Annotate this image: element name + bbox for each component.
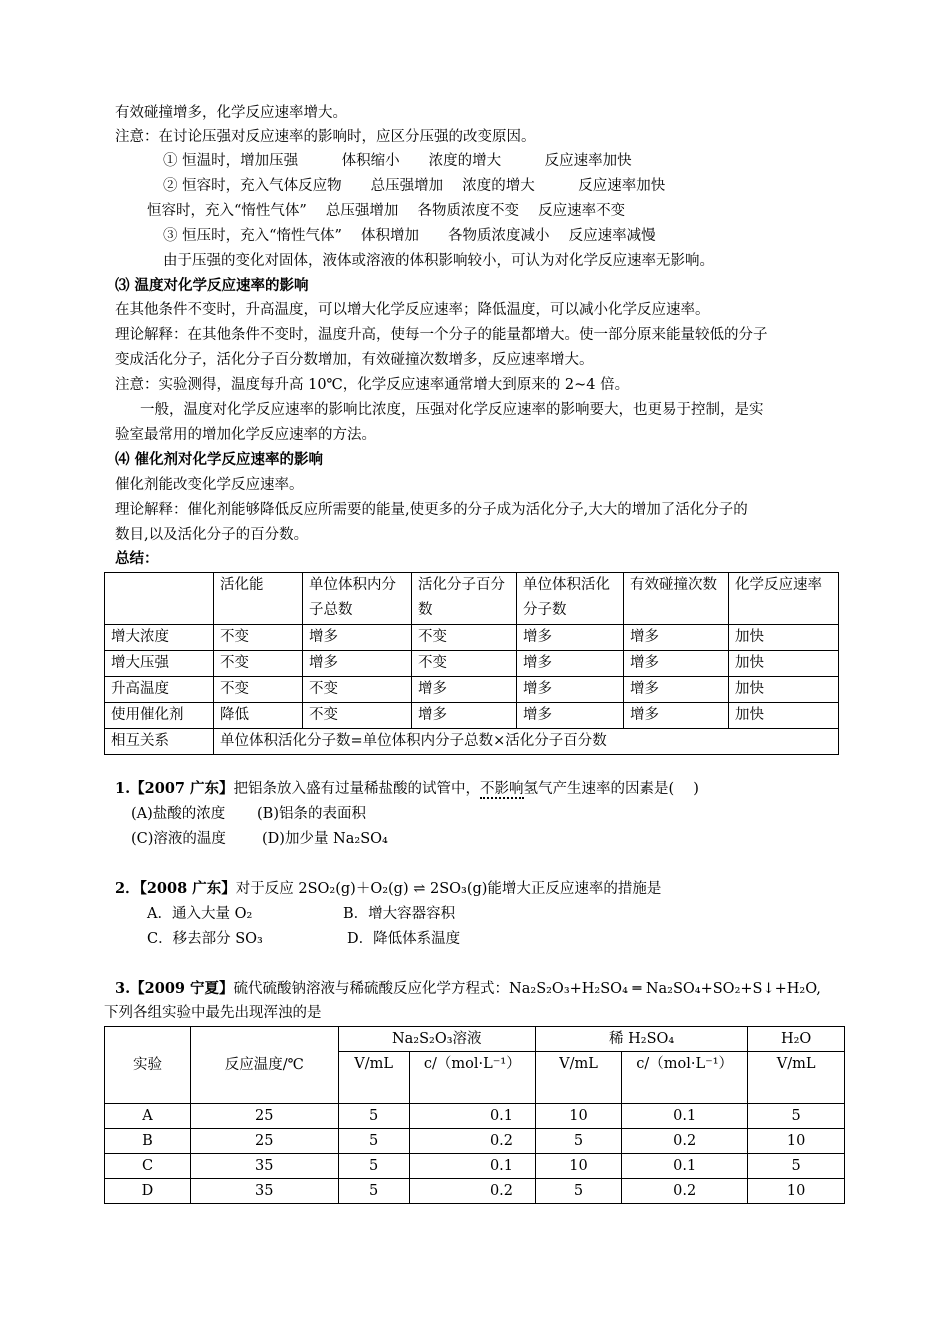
- table-cell: 0.1: [621, 1154, 747, 1179]
- question-text: 下列各组实验中最先出现浑浊的是: [104, 1005, 322, 1021]
- question-tag: 3.【2009 宁夏】: [115, 980, 234, 997]
- text-line: 验室最常用的增加化学反应速率的方法。: [115, 427, 376, 443]
- table-cell: 加快: [729, 703, 839, 729]
- table-cell: 不变: [412, 651, 517, 677]
- table-cell: 不变: [303, 677, 412, 703]
- table-header-cell: 实验: [105, 1027, 191, 1104]
- table-cell: 使用催化剂: [105, 703, 214, 729]
- table-cell: B: [105, 1129, 191, 1154]
- table-cell: 5: [338, 1179, 409, 1204]
- table-cell: 增多: [624, 651, 729, 677]
- text-line: 理论解释：在其他条件不变时，温度升高，使每一个分子的能量都增大。使一部分原来能量较低的分子: [115, 327, 768, 343]
- table-cell: 35: [190, 1154, 338, 1179]
- table-header-cell: 单位体积活化分子数: [517, 573, 624, 625]
- text-line: ③ 恒压时，充入“惰性气体” 体积增加 各物质浓度减小 反应速率减慢: [163, 228, 656, 244]
- text-line: 由于压强的变化对固体，液体或溶液的体积影响较小，可认为对化学反应速率无影响。: [163, 253, 714, 269]
- table-cell: 5: [338, 1104, 409, 1129]
- question-text: 氢气产生速率的因素是( ): [523, 781, 699, 797]
- table-header-cell: V/mL: [748, 1052, 845, 1104]
- table-cell: 35: [190, 1179, 338, 1204]
- table-cell: 增多: [624, 625, 729, 651]
- text-line: 理论解释：催化剂能够降低反应所需要的能量,使更多的分子成为活化分子,大大的增加了活化分子的: [115, 502, 748, 518]
- table-cell: 不变: [412, 625, 517, 651]
- text-line: 有效碰撞增多，化学反应速率增大。: [115, 105, 347, 121]
- table-row: [105, 1179, 845, 1204]
- table-cell: 5: [536, 1129, 622, 1154]
- text-line: 注意：实验测得，温度每升高 10℃，化学反应速率通常增大到原来的 2~4 倍。: [115, 377, 630, 393]
- table-cell: 10: [536, 1154, 622, 1179]
- table-row: [105, 703, 839, 729]
- text-line: 在其他条件不变时，升高温度，可以增大化学反应速率；降低温度，可以减小化学反应速率。: [115, 302, 710, 318]
- table-cell: 5: [338, 1129, 409, 1154]
- table-cell: 增大浓度: [105, 625, 214, 651]
- text-line: 注意：在讨论压强对反应速率的影响时，应区分压强的改变原因。: [115, 129, 536, 145]
- relation-label: 相互关系: [105, 729, 214, 755]
- table-cell: 10: [536, 1104, 622, 1129]
- table-header-cell: 活化分子百分数: [412, 573, 517, 625]
- table-cell: A: [105, 1104, 191, 1129]
- table-cell: 增多: [412, 677, 517, 703]
- table-header-cell: c/（mol·L⁻¹）: [409, 1052, 535, 1104]
- table-cell: D: [105, 1179, 191, 1204]
- table-cell: 10: [748, 1129, 845, 1154]
- table-row: [105, 1104, 845, 1129]
- option-a: (A)盐酸的浓度: [131, 806, 226, 822]
- question-tag: 1.【2007 广东】: [115, 780, 234, 797]
- table-cell: 增多: [624, 677, 729, 703]
- table-cell: 0.2: [621, 1129, 747, 1154]
- table-cell: 增多: [517, 677, 624, 703]
- experiment-table: [104, 1026, 845, 1204]
- table-row: [105, 1129, 845, 1154]
- table-row: [105, 1154, 845, 1179]
- question-1-stem: [115, 779, 699, 799]
- table-cell: 加快: [729, 651, 839, 677]
- option-b: B．增大容器容积: [343, 906, 456, 922]
- text-line: 恒容时，充入“惰性气体” 总压强增加 各物质浓度不变 反应速率不变: [147, 203, 626, 219]
- option-d: (D)加少量 Na₂SO₄: [262, 831, 388, 847]
- table-cell: 0.2: [621, 1179, 747, 1204]
- option-d: D．降低体系温度: [347, 931, 461, 947]
- table-header-cell: V/mL: [536, 1052, 622, 1104]
- question-text: 把铝条放入盛有过量稀盐酸的试管中，: [233, 781, 481, 797]
- option-a: A．通入大量 O₂: [147, 906, 253, 922]
- text-line: 一般，温度对化学反应速率的影响比浓度，压强对化学反应速率的影响要大，也更易于控制，是实: [140, 402, 764, 418]
- table-header-cell: Na₂S₂O₃溶液: [338, 1027, 535, 1052]
- table-header-cell: 单位体积内分子总数: [303, 573, 412, 625]
- table-cell: 升高温度: [105, 677, 214, 703]
- table-row: [105, 625, 839, 651]
- table-cell: 不变: [303, 703, 412, 729]
- table-cell: 0.1: [621, 1104, 747, 1129]
- text-line: 变成活化分子，活化分子百分数增加，有效碰撞次数增多，反应速率增大。: [115, 352, 594, 368]
- table-cell: 5: [748, 1104, 845, 1129]
- option-c: C．移去部分 SO₃: [147, 931, 263, 947]
- section-heading: ⑷ 催化剂对化学反应速率的影响: [115, 451, 324, 468]
- table-cell: 5: [338, 1154, 409, 1179]
- table-cell: 5: [536, 1179, 622, 1204]
- table-cell: 增多: [303, 625, 412, 651]
- question-text: 对于反应 2SO₂(g)＋O₂(g) ⇌ 2SO₃(g)能增大正反应速率的措施是: [235, 881, 662, 897]
- table-cell: 5: [748, 1154, 845, 1179]
- table-cell: 不变: [214, 625, 303, 651]
- summary-table: [104, 572, 839, 755]
- table-cell: 加快: [729, 677, 839, 703]
- option-b: (B)铝条的表面积: [257, 806, 366, 822]
- question-tag: 2．【2008 广东】: [115, 880, 236, 897]
- table-header-cell: H₂O: [748, 1027, 845, 1052]
- option-c: (C)溶液的温度: [131, 831, 226, 847]
- table-header-cell: 反应温度/℃: [190, 1027, 338, 1104]
- table-header-cell: 化学反应速率: [729, 573, 839, 625]
- table-header-row: [105, 1027, 845, 1052]
- table-cell: 不变: [214, 651, 303, 677]
- table-cell: 增多: [517, 703, 624, 729]
- table-row: [105, 729, 839, 755]
- table-cell: 0.2: [409, 1179, 535, 1204]
- table-cell: 增多: [517, 625, 624, 651]
- table-header-cell: V/mL: [338, 1052, 409, 1104]
- text-line: ② 恒容时，充入气体反应物 总压强增加 浓度的增大 反应速率加快: [163, 178, 666, 194]
- table-header-cell: 稀 H₂SO₄: [536, 1027, 748, 1052]
- table-cell: 0.2: [409, 1129, 535, 1154]
- table-header-cell: 活化能: [214, 573, 303, 625]
- table-row: [105, 677, 839, 703]
- table-cell: 0.1: [409, 1104, 535, 1129]
- table-cell: 25: [190, 1104, 338, 1129]
- section-heading: ⑶ 温度对化学反应速率的影响: [115, 277, 309, 294]
- table-cell: 增大压强: [105, 651, 214, 677]
- table-cell: C: [105, 1154, 191, 1179]
- question-3-stem: [115, 979, 821, 999]
- table-cell: 10: [748, 1179, 845, 1204]
- table-cell: 25: [190, 1129, 338, 1154]
- summary-heading: 总结：: [115, 550, 159, 567]
- table-cell: 增多: [412, 703, 517, 729]
- table-cell: 加快: [729, 625, 839, 651]
- table-header-cell: [105, 573, 214, 625]
- relation-text: 单位体积活化分子数=单位体积内分子总数×活化分子百分数: [214, 729, 839, 755]
- text-line: 催化剂能改变化学反应速率。: [115, 477, 304, 493]
- table-row: [105, 651, 839, 677]
- table-cell: 0.1: [409, 1154, 535, 1179]
- question-text: 硫代硫酸钠溶液与稀硫酸反应化学方程式：Na₂S₂O₃+H₂SO₄ ═ Na₂SO₄+SO₂+S↓+H₂O,: [233, 981, 821, 997]
- table-header-cell: c/（mol·L⁻¹）: [621, 1052, 747, 1104]
- emphasis-text: 不影响: [480, 781, 524, 797]
- text-line: ① 恒温时，增加压强 体积缩小 浓度的增大 反应速率加快: [163, 153, 632, 169]
- table-cell: 增多: [517, 651, 624, 677]
- table-cell: 增多: [303, 651, 412, 677]
- text-line: 数目,以及活化分子的百分数。: [115, 527, 309, 543]
- table-header-row: [105, 573, 839, 625]
- table-cell: 降低: [214, 703, 303, 729]
- table-cell: 不变: [214, 677, 303, 703]
- question-2-stem: [115, 879, 661, 899]
- table-header-cell: 有效碰撞次数: [624, 573, 729, 625]
- table-cell: 增多: [624, 703, 729, 729]
